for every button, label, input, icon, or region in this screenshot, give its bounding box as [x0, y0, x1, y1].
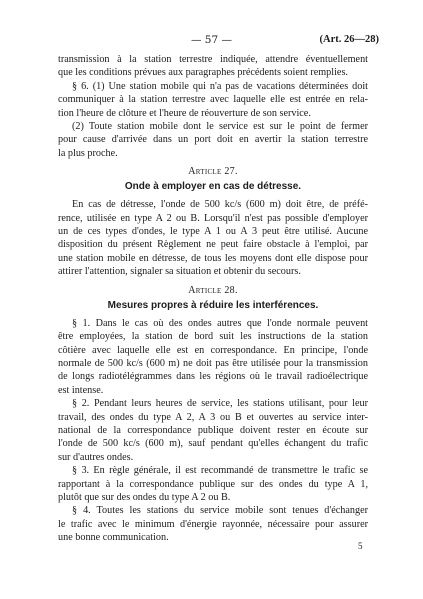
paragraph-continuation [58, 53, 368, 80]
text-line: est intense. [58, 384, 104, 396]
paragraph-article-27 [58, 198, 368, 278]
text-line: le trafic avec le minimum d'énergie rayonnée, nécessaire pour assurer [58, 518, 368, 530]
text-line: côtière avec laquelle elle est en correspondance. En principe, l'onde [58, 344, 368, 356]
text-line: § 4. Toutes les stations du service mobile sont tenues d'échanger [72, 505, 368, 517]
paragraph-section-2 [58, 397, 368, 464]
text-line: travail, des ondes du type A 2, A 3 ou B et ouvertes au service inter- [58, 411, 368, 423]
text-line: être employées, la station de bord suit les instructions de la station [58, 331, 368, 343]
text-line: § 2. Pendant leurs heures de service, les stations utilisant, pour leur [72, 398, 368, 410]
paragraph-section-3 [58, 464, 368, 504]
page-number: — 57 — [190, 34, 233, 46]
text-line: de longs radiotélégrammes dans les régions où le travail radioélectrique [58, 371, 368, 383]
text-line: une bonne communication. [58, 532, 169, 544]
paragraph-section-6-1 [58, 80, 368, 120]
text-line: sur d'autres ondes. [58, 451, 134, 463]
text-line: § 6. (1) Une station mobile qui n'a pas de vacations déterminées doit [72, 80, 368, 92]
text-line: une station mobile en détresse, de tous les moyens dont elle dispose pour [58, 252, 368, 264]
text-line: attirer l'attention, signaler sa situation et obtenir du secours. [58, 266, 301, 278]
text-line: tion l'heure de clôture et l'heure de réouverture de son service. [58, 107, 311, 119]
text-line: l'onde de 500 kc/s (600 m), sauf pendant qu'elles échangent du trafic [58, 438, 368, 450]
page-header [44, 34, 379, 48]
paragraph-section-4 [58, 504, 368, 544]
text-line: rence, utilisée en type A 2 ou B. Lorsqu'il n'est pas possible d'employer [58, 212, 368, 224]
text-line: la plus proche. [58, 147, 118, 159]
text-line: communiquer à la station terrestre avec laquelle elle est entrée en rela- [58, 94, 368, 106]
text-line: (2) Toute station mobile dont le service est sur le point de fermer [72, 121, 368, 133]
text-line: disposition du présent Règlement ne peut faire obstacle à l'emploi, par [58, 239, 368, 251]
article-28-heading: Article 28. [188, 284, 238, 296]
page-body [58, 53, 368, 545]
text-line: pour cause d'arrivée dans un port doit en avertir la station terrestre [58, 134, 368, 146]
text-line: § 3. En règle générale, il est recommandé de transmettre le trafic se [72, 465, 368, 477]
article-27-heading: Article 27. [188, 166, 238, 178]
text-line: rapportant à la correspondance publique sur des ondes du type A 1, [58, 478, 368, 490]
text-line: plutôt que sur des ondes du type A 2 ou B. [58, 491, 231, 503]
article-28-title: Mesures propres à réduire les interférences. [107, 299, 319, 311]
article-reference: (Art. 26—28) [319, 34, 379, 45]
article-27-title: Onde à employer en cas de détresse. [124, 181, 302, 193]
text-line: transmission à la station terrestre indiquée, attendre éventuellement [58, 54, 368, 65]
paragraph-section-6-2 [58, 120, 368, 160]
signature-mark: 5 [358, 541, 363, 551]
paragraph-section-1 [58, 317, 368, 397]
text-line: En cas de détresse, l'onde de 500 kc/s (600 m) doit être, de préfé- [72, 199, 368, 211]
text-line: normale de 500 kc/s (600 m) ne doit pas être utilisée pour la transmission [58, 357, 368, 369]
text-line: § 1. Dans le cas où des ondes autres que l'onde normale peuvent [72, 317, 368, 329]
text-line: national de la correspondance publique doivent rester en écoute sur [58, 424, 368, 436]
text-line: que les conditions prévues aux paragraphes précédents soient remplies. [58, 67, 348, 79]
text-line: un de ces types d'ondes, le type A 1 ou A 3 peut être utilisé. Aucune [58, 226, 368, 238]
